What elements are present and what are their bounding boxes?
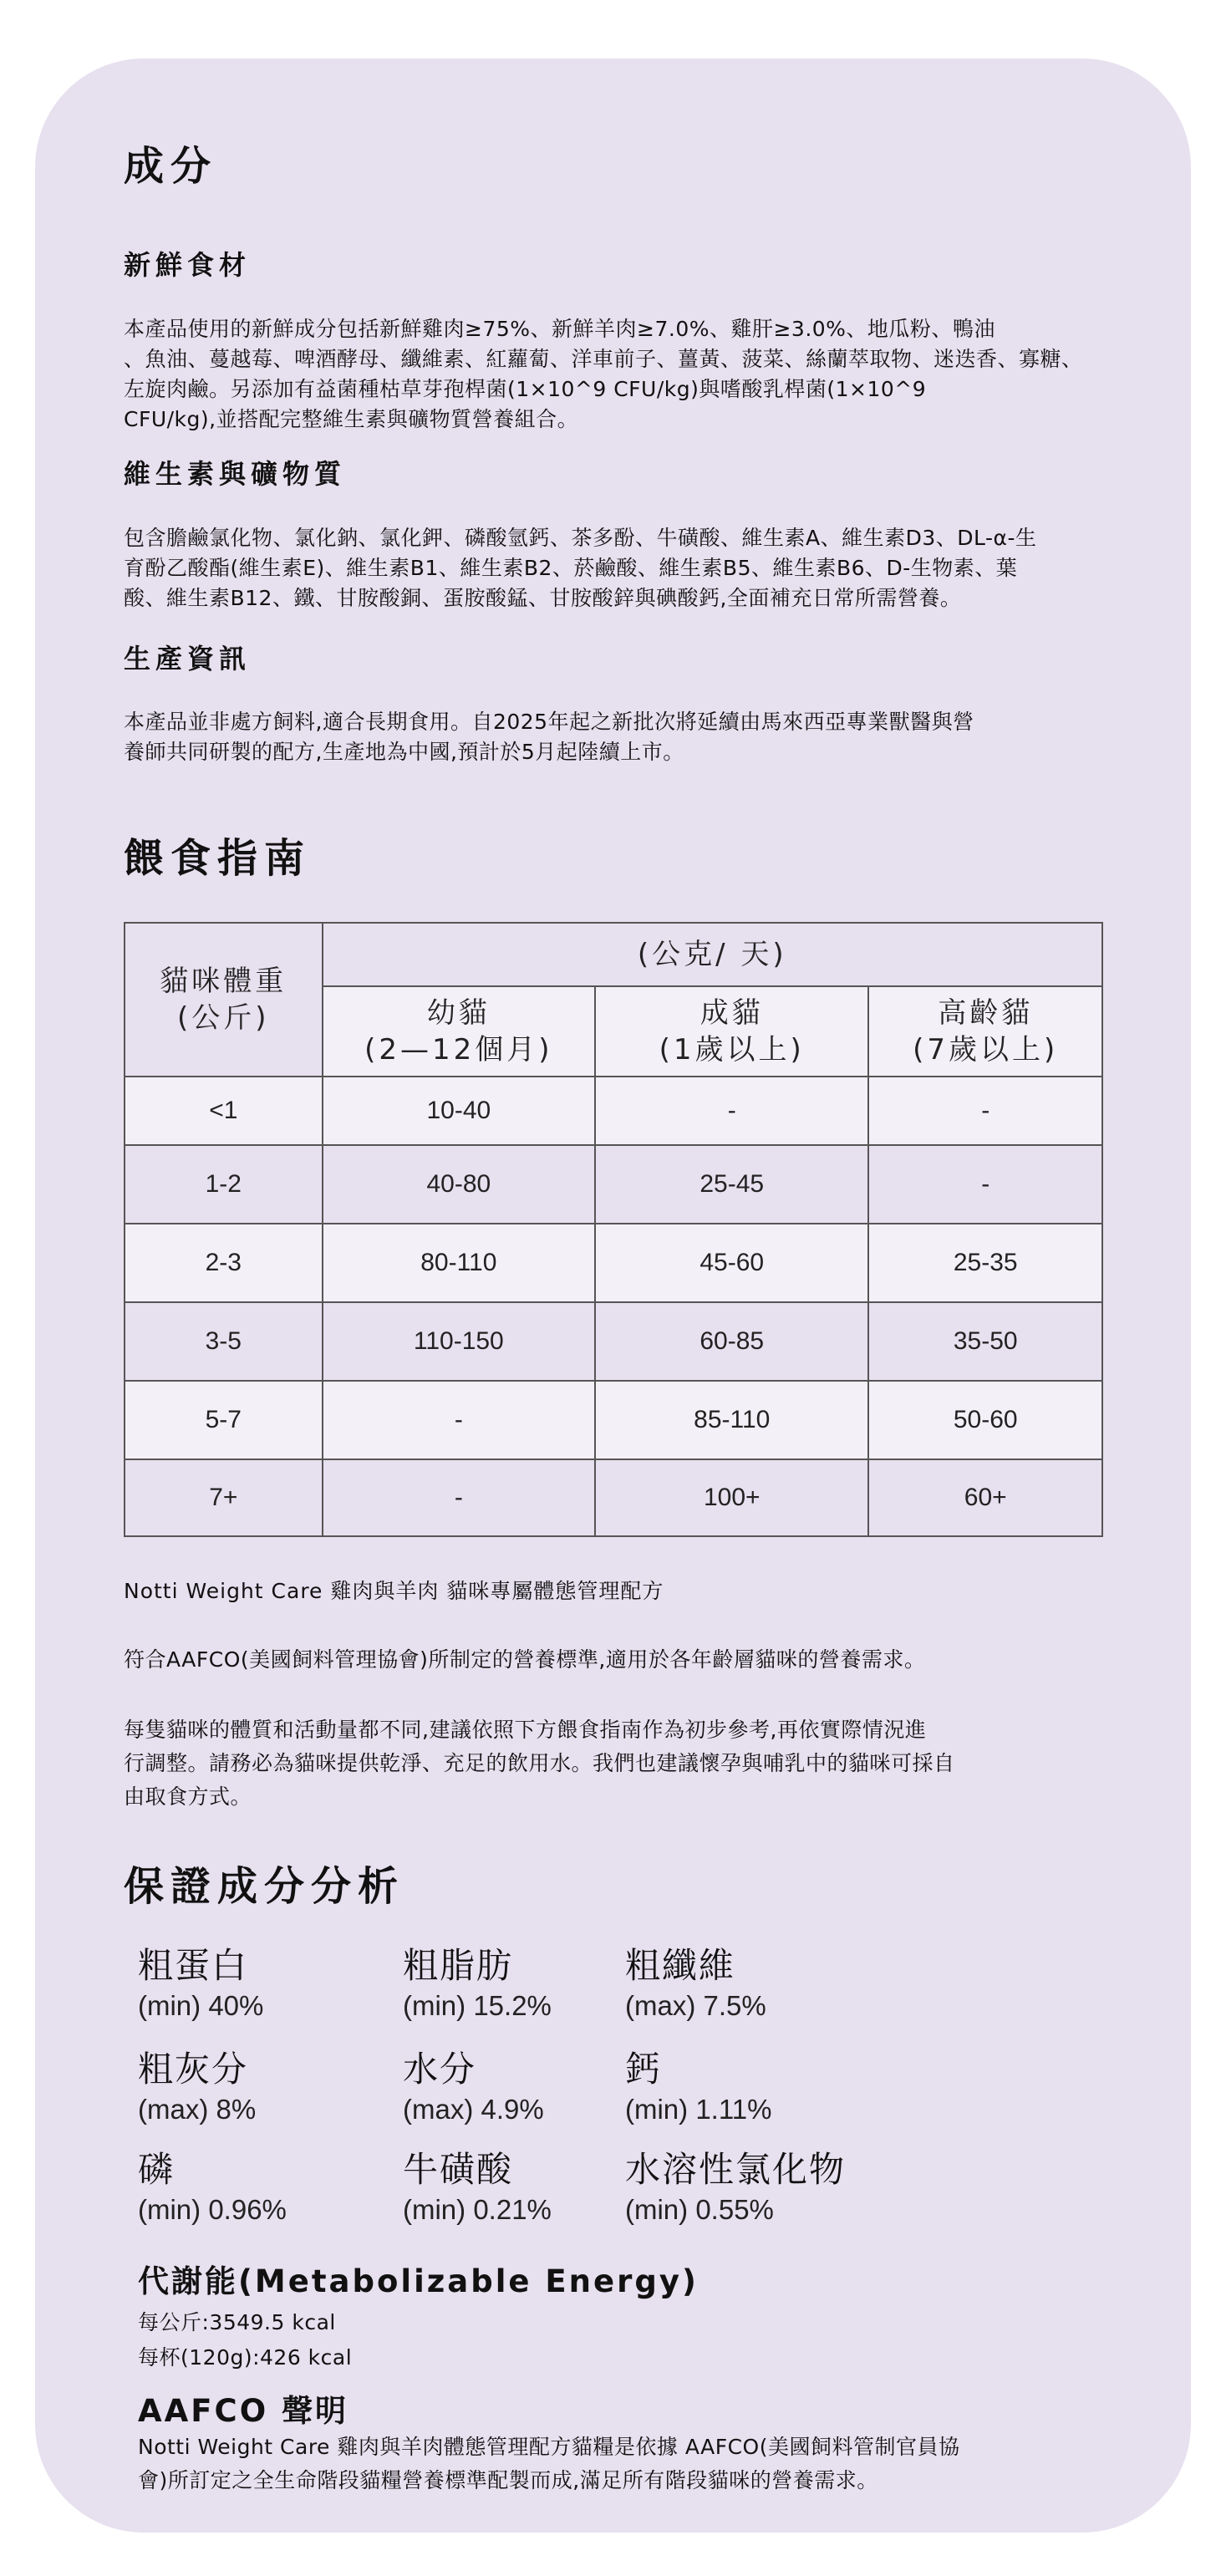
kitten-header-line2: (2—12個月) <box>364 1033 553 1067</box>
product-name: Notti Weight Care 雞肉與羊肉 貓咪專屬體態管理配方 <box>124 1579 664 1603</box>
adult-cell: 25-45 <box>595 1145 868 1224</box>
adult-header-line1: 成貓 <box>699 996 764 1030</box>
weight-cell: <1 <box>125 1077 323 1145</box>
nutrient-item <box>138 1944 263 2024</box>
advice-line: 每隻貓咪的體質和活動量都不同,建議依照下方餵食指南作為初步參考,再依實際情況進 <box>124 1718 927 1742</box>
vitamins-heading: 維生素與礦物質 <box>124 458 347 490</box>
aafco-line: 會)所訂定之全生命階段貓糧營養標準配製而成,滿足所有階段貓咪的營養需求。 <box>138 2468 878 2492</box>
nutrient-value: (max) 8% <box>138 2094 257 2125</box>
table-row <box>125 1145 1102 1224</box>
aafco-note: 符合AAFCO(美國飼料管理協會)所制定的營養標準,適用於各年齡層貓咪的營養需求。 <box>124 1647 926 1672</box>
vitamins-line: 包含膽鹼氯化物、氯化鈉、氯化鉀、磷酸氫鈣、茶多酚、牛磺酸、維生素A、維生素D3、DL-α-生 <box>124 526 1037 550</box>
product-name-wrap <box>124 1576 1110 1606</box>
production-section <box>124 638 1110 676</box>
kitten-cell: 10-40 <box>323 1077 595 1145</box>
energy-section <box>138 2262 1124 2375</box>
nutrient-value: (min) 0.55% <box>625 2194 774 2225</box>
weight-header-line1: 貓咪體重 <box>160 965 287 998</box>
kitten-cell: 40-80 <box>323 1145 595 1224</box>
production-text <box>124 707 1110 767</box>
kitten-cell: 80-110 <box>323 1224 595 1302</box>
nutrient-item <box>625 2148 846 2228</box>
kitten-cell: - <box>323 1381 595 1459</box>
ingredients-title: 成分 <box>124 143 218 190</box>
vitamins-section <box>124 453 1110 491</box>
weight-cell: 2-3 <box>125 1224 323 1302</box>
nutrient-label: 粗纖維 <box>625 1945 736 1986</box>
table-row <box>125 1459 1102 1536</box>
nutrient-value: (min) 15.2% <box>403 1990 552 2021</box>
nutrient-item <box>403 2048 544 2128</box>
senior-header-line2: (7歲以上) <box>913 1033 1059 1067</box>
nutrient-label: 鈣 <box>625 2049 663 2090</box>
senior-cell: 25-35 <box>868 1224 1102 1302</box>
nutrient-item <box>138 2148 287 2228</box>
adult-cell: 60-85 <box>595 1302 868 1381</box>
table-header-row <box>125 923 1102 986</box>
nutrient-label: 磷 <box>138 2149 176 2190</box>
senior-header <box>868 986 1102 1077</box>
feeding-title-wrap <box>124 826 1110 883</box>
nutrient-label: 粗灰分 <box>138 2049 249 2090</box>
energy-heading: 代謝能(Metabolizable Energy) <box>138 2263 699 2299</box>
feeding-table <box>124 922 1103 1537</box>
fresh-heading: 新鮮食材 <box>124 249 252 281</box>
analysis-title-wrap <box>124 1854 1110 1912</box>
kitten-cell: 110-150 <box>323 1302 595 1381</box>
aafco-line: Notti Weight Care 雞肉與羊肉體態管理配方貓糧是依據 AAFCO(美國飼料管制官員協 <box>138 2435 960 2459</box>
fresh-line: 本產品使用的新鮮成分包括新鮮雞肉≥75%、新鮮羊肉≥7.0%、雞肝≥3.0%、地瓜粉、鴨油 <box>124 317 995 341</box>
weight-header-line2: (公斤) <box>177 1001 270 1035</box>
production-line: 養師共同研製的配方,生產地為中國,預計於5月起陸續上市。 <box>124 740 684 764</box>
nutrient-label: 粗脂肪 <box>403 1945 514 1986</box>
unit-header: (公克/ 天) <box>323 923 1102 986</box>
senior-cell: - <box>868 1145 1102 1224</box>
feeding-title: 餵食指南 <box>124 835 312 882</box>
senior-cell: 35-50 <box>868 1302 1102 1381</box>
nutrient-label: 粗蛋白 <box>138 1945 249 1986</box>
nutrient-value: (min) 0.21% <box>403 2194 552 2225</box>
fresh-line: 、魚油、蔓越莓、啤酒酵母、纖維素、紅蘿蔔、洋車前子、薑黃、菠菜、絲蘭萃取物、迷迭香、寡糖、 <box>124 347 1083 371</box>
nutrient-item <box>403 2148 552 2228</box>
table-row <box>125 1302 1102 1381</box>
aafco-section <box>138 2392 1124 2497</box>
weight-cell: 1-2 <box>125 1145 323 1224</box>
weight-header <box>125 923 323 1077</box>
advice-line: 行調整。請務必為貓咪提供乾淨、充足的飲用水。我們也建議懷孕與哺乳中的貓咪可採自 <box>124 1751 955 1775</box>
adult-header-line2: (1歲以上) <box>659 1033 805 1067</box>
vitamins-line: 酸、維生素B12、鐵、甘胺酸銅、蛋胺酸錳、甘胺酸鋅與碘酸鈣,全面補充日常所需營養。 <box>124 586 962 610</box>
fresh-line: CFU/kg),並搭配完整維生素與礦物質營養組合。 <box>124 407 579 431</box>
production-heading: 生產資訊 <box>124 643 252 675</box>
production-line: 本產品並非處方飼料,適合長期食用。自2025年起之新批次將延續由馬來西亞專業獸醫與營 <box>124 710 974 734</box>
analysis-title: 保證成分分析 <box>124 1863 405 1910</box>
aafco-heading: AAFCO 聲明 <box>138 2393 349 2429</box>
nutrient-value: (max) 4.9% <box>403 2094 544 2125</box>
adult-header <box>595 986 868 1077</box>
weight-cell: 7+ <box>125 1459 323 1536</box>
energy-per-kg: 每公斤:3549.5 kcal <box>138 2310 336 2334</box>
weight-cell: 3-5 <box>125 1302 323 1381</box>
nutrient-value: (min) 1.11% <box>625 2094 772 2125</box>
advice-text <box>124 1713 1110 1814</box>
adult-cell: - <box>595 1077 868 1145</box>
kitten-cell: - <box>323 1459 595 1536</box>
nutrient-value: (max) 7.5% <box>625 1990 766 2021</box>
nutrient-item <box>138 2048 256 2128</box>
nutrient-item <box>625 2048 771 2128</box>
nutrient-value: (min) 0.96% <box>138 2194 287 2225</box>
advice-line: 由取食方式。 <box>124 1784 252 1809</box>
table-row <box>125 1381 1102 1459</box>
kitten-header-line1: 幼貓 <box>426 996 491 1030</box>
table-row <box>125 1077 1102 1145</box>
ingredients-title-wrap <box>124 134 1110 191</box>
vitamins-line: 育酚乙酸酯(維生素E)、維生素B1、維生素B2、菸鹼酸、維生素B5、維生素B6、D-生物素、葉 <box>124 556 1018 580</box>
weight-cell: 5-7 <box>125 1381 323 1459</box>
fresh-text <box>124 314 1110 435</box>
nutrient-label: 水溶性氯化物 <box>625 2149 847 2190</box>
senior-cell: 60+ <box>868 1459 1102 1536</box>
senior-cell: - <box>868 1077 1102 1145</box>
aafco-note-wrap <box>124 1645 1110 1675</box>
table-row <box>125 1224 1102 1302</box>
adult-cell: 45-60 <box>595 1224 868 1302</box>
kitten-header <box>323 986 595 1077</box>
adult-cell: 85-110 <box>595 1381 868 1459</box>
nutrient-item <box>625 1944 766 2024</box>
senior-header-line1: 高齡貓 <box>938 996 1034 1030</box>
vitamins-text <box>124 523 1110 613</box>
fresh-line: 左旋肉鹼。另添加有益菌種枯草芽孢桿菌(1×10^9 CFU/kg)與嗜酸乳桿菌(1×10^9 <box>124 377 927 401</box>
fresh-section <box>124 244 1110 283</box>
energy-per-cup: 每杯(120g):426 kcal <box>138 2345 353 2370</box>
nutrient-item <box>403 1944 552 2024</box>
senior-cell: 50-60 <box>868 1381 1102 1459</box>
adult-cell: 100+ <box>595 1459 868 1536</box>
nutrient-value: (min) 40% <box>138 1990 264 2021</box>
nutrient-label: 水分 <box>403 2049 477 2090</box>
nutrient-label: 牛磺酸 <box>403 2149 514 2190</box>
